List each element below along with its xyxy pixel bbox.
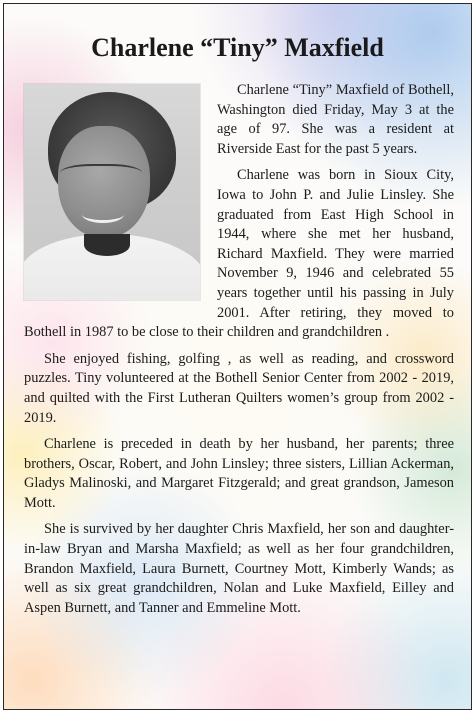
obituary-title: Charlene “Tiny” Maxfield bbox=[91, 33, 384, 62]
paragraph-intro: Charlene “Tiny” Maxfield of Bothell, Washington died Friday, May 3 at the age of 97. She was a resident at Riverside East for the past 5 years. bbox=[217, 82, 454, 157]
portrait-photo bbox=[24, 84, 200, 300]
obituary-frame bbox=[3, 3, 472, 710]
obituary-body bbox=[24, 81, 454, 625]
paragraph-preceded: Charlene is preceded in death by her husband, her parents; three brothers, Oscar, Robert, and John Linsley; three sisters, Lillian Ackerman, Gladys Malinoski, and Margaret Fitzgerald; and great grandson, Jameson Mott. bbox=[24, 436, 454, 511]
paragraph-survived: She is survived by her daughter Chris Maxfield, her son and daughter-in-law Bryan and Marsha Maxfield; as well as her four grandchildren, Brandon Maxfield, Laura Burnett, Courtney Mott, Kimberly Wands; as well as six great grandchildren, Nolan and Luke Maxfield, Eilley and Aspen Burnett, and Tanner and Emmeline Mott. bbox=[24, 521, 454, 616]
paragraph-early-life: Charlene was born in Sioux City, Iowa to John P. and Julie Linsley. She graduated from East High School in 1944, where she met her husband, Richard Maxfield. They were married November 9, 1946 and celebrated 55 years together until his passing in July 2001. After retiring, they moved to Bothell in 1987 to be close to their children and grandchildren . bbox=[24, 167, 454, 341]
paragraph-hobbies: She enjoyed fishing, golfing , as well as reading, and crossword puzzles. Tiny volunteered at the Bothell Senior Center from 2002 - 2019, and quilted with the First Lutheran Quilters women’s group from 2002 - 2019. bbox=[24, 350, 454, 426]
